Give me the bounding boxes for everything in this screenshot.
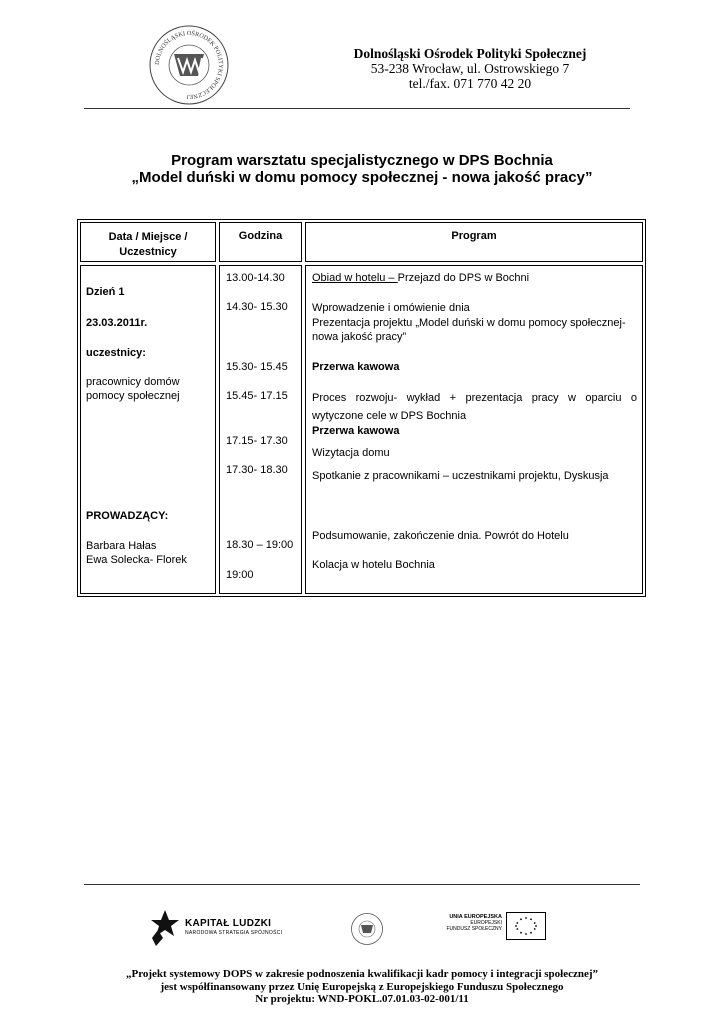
time-slot-7: 18.30 – 19:00	[226, 539, 294, 551]
footer-line1: „Projekt systemowy DOPS w zakresie podnoszenia kwalifikacji kadr pomocy i integracji społecznej”	[125, 968, 599, 980]
program-item-1-underlined: Obiad w hotelu –	[312, 272, 398, 284]
time-slot-1: 13.00-14.30	[226, 272, 285, 284]
header-cell-time	[219, 222, 302, 262]
page-title	[60, 152, 664, 186]
program-item-7: Podsumowanie, zakończenie dnia. Powrót do Hotelu	[312, 530, 569, 542]
participants-line1: pracownicy domów	[86, 376, 180, 388]
program-item-2: Wprowadzenie i omówienie dnia	[312, 302, 470, 314]
program-item-3-line1: Prezentacja projektu „Model duński w domu pomocy społecznej-	[312, 317, 626, 329]
project-footer	[60, 968, 664, 1006]
time-slot-2: 14.30- 15.30	[226, 301, 288, 313]
footer-line2: jest współfinansowany przez Unię Europejską z Europejskiego Funduszu Społecznego	[160, 980, 564, 993]
header-cell-program	[305, 222, 643, 262]
program-item-3-line2: nowa jakość pracy”	[312, 331, 407, 343]
day-label: Dzień 1	[86, 286, 125, 298]
participants-label: uczestnicy:	[86, 347, 146, 359]
title-line2: „Model duński w domu pomocy społecznej - nowa jakość pracy”	[131, 169, 593, 186]
leaders-label: PROWADZĄCY:	[86, 510, 169, 522]
footer-divider	[84, 884, 640, 885]
org-name: Dolnośląski Ośrodek Polityki Społecznej	[353, 46, 587, 61]
org-address: 53-238 Wrocław, ul. Ostrowskiego 7	[370, 61, 570, 76]
leader-2: Ewa Solecka- Florek	[86, 554, 187, 566]
kapital-ludzki-logo	[150, 908, 180, 948]
leader-1: Barbara Hałas	[86, 540, 157, 552]
header-time: Godzina	[238, 230, 283, 242]
participants-line2: pomocy społecznej	[86, 390, 180, 402]
org-phone: tel./fax. 071 770 42 20	[408, 76, 532, 91]
time-slot-6: 17.30- 18.30	[226, 464, 288, 476]
time-slot-8: 19:00	[226, 569, 254, 581]
program-item-1	[312, 271, 529, 285]
kapital-ludzki-subtext: NARODOWA STRATEGIA SPÓJNOŚCI	[185, 930, 283, 936]
footer-line3: Nr projektu: WND-POKL.07.01.03-02-001/11	[255, 993, 469, 1005]
header-divider	[84, 108, 630, 109]
svg-text:DOLNOŚLĄSKI OŚRODEK POLITYKI S: DOLNOŚLĄSKI OŚRODEK POLITYKI SPOŁECZNEJ	[153, 29, 225, 101]
time-slot-4: 15.45- 17.15	[226, 390, 288, 402]
dops-logo	[146, 22, 232, 108]
program-item-4: Proces rozwoju- wykład + prezentacja pracy w oparciu o wytyczone cele w DPS Bochnia	[312, 392, 637, 422]
date-label: 23.03.2011r.	[86, 317, 148, 329]
header-date-line1: Data / Miejsce /	[108, 231, 188, 243]
organization-info	[300, 46, 640, 91]
program-item-6: Spotkanie z pracownikami – uczestnikami projektu, Dyskusja	[312, 470, 609, 482]
eu-line1: UNIA EUROPEJSKA	[449, 914, 502, 920]
kapital-ludzki-text: KAPITAŁ LUDZKI	[185, 918, 272, 929]
coffee-break-2: Przerwa kawowa	[312, 425, 400, 437]
header-cell-date	[80, 222, 216, 262]
time-slot-5: 17.15- 17.30	[226, 435, 288, 447]
header-program: Program	[451, 230, 497, 242]
eu-line3: FUNDUSZ SPOŁECZNY	[446, 926, 502, 932]
dops-logo-small	[350, 912, 384, 946]
program-item-5: Wizytacja domu	[312, 447, 390, 459]
eu-text	[440, 914, 502, 932]
time-slot-3: 15.30- 15.45	[226, 361, 288, 373]
eu-line2: EUROPEJSKI	[470, 920, 502, 926]
header-date-line2: Uczestnicy	[119, 246, 177, 258]
title-line1: Program warsztatu specjalistycznego w DPS Bochnia	[171, 152, 553, 169]
eu-flag-icon	[506, 912, 546, 940]
program-item-8: Kolacja w hotelu Bochnia	[312, 559, 435, 571]
coffee-break-1: Przerwa kawowa	[312, 361, 400, 373]
program-item-1-rest: Przejazd do DPS w Bochni	[397, 272, 530, 284]
